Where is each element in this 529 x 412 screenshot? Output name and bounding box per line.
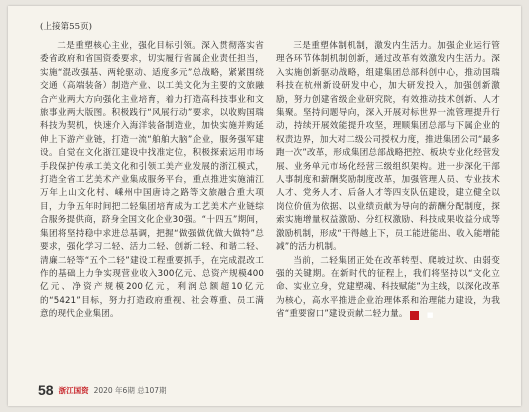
magazine-page <box>8 6 521 406</box>
left-column <box>40 40 264 322</box>
page-number: 58 <box>38 382 54 398</box>
left-paragraph-1: 二是重塑核心主业，强化目标引领。深入贯彻落实省委省政府和省国资委要求，切实履行省属企业责任担当，实施“混改强基、两轮驱动、适度多元”总战略，紧紧围绕交通（高端装备）制造产业、以工美文化为主要的文旅融合产业两大方向强化主业培育，着力打造高科技事业和文旅事业两大版图。积极践行“风展行动”要求，以收购国瑞科技为契机，快速介入海洋装备制造业，加快实施并购延伸上下游产业链，打造一流“舶舶大脑”企业，服务强军建设。自觉在文化浙江建设中找准定位，积极探索运用市场手段保护传承工美文化和引领工美产业发展的浙江模式，打造全省工艺美术产业集成服务平台，重点推进实施浦江万年上山文化村、嵊州中国唐诗之路等文旅融合重大项目，力争五年时间把二轻集团培育成为工艺美术产业链综合服务提供商，跻身全国文化企业30强。“十四五”期间，集团将坚持稳中求进总基调，把握“做强做优做大做特”总要求，强化学习二轻、活力二轻、创新二轻、和谐二轻、清廉二轻等“五个二轻”建设工程重要抓手，在完成混改工作的基础上力争实现营业收入300亿元、总资产规模400亿元、净资产规模200亿元，利润总额超10亿元的“5421”目标，努力打造政府重视、社会尊重、员工满意的现代企业集团。 <box>40 41 264 320</box>
issue-info: 2020 年6期 总107期 <box>93 385 167 395</box>
magazine-name: 浙江国资 <box>58 385 89 395</box>
page-footer <box>38 382 167 398</box>
right-paragraph-1: 三是重塑体制机制，激发内生活力。加强企业运行管理各环节体制机制创新，通过改革有效激发内生活力。深入实施创新驱动战略，组建集团总部科创中心，推动国瑞科技在杭州新设研发中心，加大研发投入，加强创新激励，努力创建省级企业研究院，有效推动技术创新、人才集聚。坚持问题导向，深入开展对标世界一流管理提升行动，持续开展效能提升攻坚，理顺集团总部与下属企业的权责边界，加大对二级公司授权力度，推进集团公司“最多跑一次”改革，形成集团总部战略把控、板块专业化经营发展、业务单元市场化经营三级组织架构。进一步深化干部人事制度和薪酬奖励制度改革，加强管理人员、专业技术人才、党务人才、后备人才等四支队伍建设，建立健全以岗位价值为依据、以业绩贡献为导向的薪酬分配制度，探索实施增量权益激励、分红权激励、科技成果收益分成等激励机制，形成“干得越上下，员工能进能出、收入能增能减”的活力机制。 <box>276 41 500 253</box>
continuation-note: (上接第55页) <box>40 22 93 32</box>
right-paragraph-2-text: 当前，二轻集团正处在改革转型、爬坡过坎、由弱变强的关键期。在新时代的征程上，我们将坚持以“文化立命、实业立身，党建塑魂、科技赋能”为主线，以深化改革为核心，高水平推进企业治理体系和治理能力建设，为我省“重要窗口”建设贡献二轻力量。 <box>276 255 500 320</box>
right-paragraph-2 <box>276 255 500 322</box>
article-end-icon: ■ <box>410 311 419 320</box>
right-column <box>276 40 500 322</box>
